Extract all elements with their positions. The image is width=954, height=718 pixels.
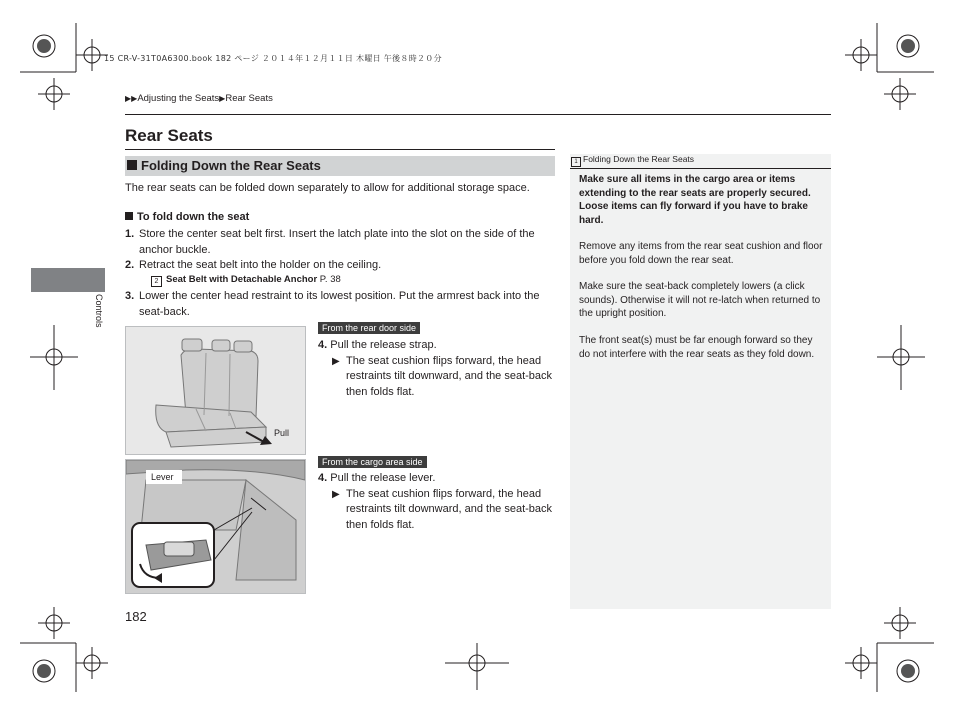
result-text: The seat cushion flips forward, the head restraints tilt downward, and the seat-back then folds flat. — [346, 354, 553, 398]
breadcrumb-separator: ▶ — [219, 94, 226, 103]
breadcrumb-arrows: ▶▶ — [125, 94, 138, 103]
reference-arrow-icon: 2 — [151, 276, 162, 287]
top-rule — [125, 114, 831, 115]
section-intro: The rear seats can be folded down separately to allow for additional storage space. — [125, 182, 530, 194]
notes-heading-text: Folding Down the Rear Seats — [583, 154, 695, 164]
chapter-tab — [31, 268, 105, 292]
option-tag-cargo-area: From the cargo area side — [318, 456, 427, 468]
cross-reference-link[interactable] — [151, 274, 341, 287]
step-number: 3. — [125, 290, 135, 302]
step-number: 4. — [318, 472, 328, 484]
breadcrumb-current: Rear Seats — [225, 93, 273, 104]
result-text: The seat cushion flips forward, the head restraints tilt downward, and the seat-back then folds flat. — [346, 487, 553, 531]
step-text: Lower the center head restraint to its lowest position. Put the armrest back into the seat-back. — [139, 290, 540, 318]
notes-heading — [570, 154, 831, 169]
rear-seat-drawing — [126, 327, 305, 454]
step-number: 4. — [318, 339, 328, 351]
result-arrow-icon: ▶ — [332, 488, 340, 500]
step-text: Retract the seat belt into the holder on the ceiling. — [139, 259, 382, 271]
section-square-icon — [127, 160, 137, 170]
step-1 — [125, 227, 557, 258]
option-b-step — [318, 471, 555, 533]
pull-callout: Pull — [274, 428, 290, 438]
step-text: Store the center seat belt first. Insert the latch plate into the slot on the side of the anchor buckle. — [139, 228, 535, 256]
step-2 — [125, 258, 557, 274]
file-header: 15 CR-V-31T0A6300.book 182 ページ ２０１４年１２月１１日 木曜日 午後８時２０分 — [104, 54, 442, 63]
square-bullet-icon — [125, 212, 133, 220]
section-heading: Folding Down the Rear Seats — [141, 158, 321, 173]
notes-paragraph: Make sure the seat-back completely lowers (a click sounds). Otherwise it will not re-latch when returned to the upright position. — [579, 281, 821, 319]
notes-warning: Make sure all items in the cargo area or items extending to the rear seats are properly secured. Loose items can fly forward if you have to brake hard. — [579, 174, 811, 226]
page-number: 182 — [125, 609, 147, 624]
step-number: 1. — [125, 228, 135, 240]
breadcrumb-parent-link[interactable]: Adjusting the Seats — [137, 93, 220, 104]
cargo-area-drawing — [126, 460, 305, 593]
rear-seat-illustration — [125, 326, 306, 455]
procedure-heading — [125, 211, 249, 223]
cargo-area-illustration — [125, 459, 306, 594]
step-3 — [125, 289, 557, 320]
note-ref-icon: 1 — [571, 157, 581, 167]
step-number: 2. — [125, 259, 135, 271]
reference-label: Seat Belt with Detachable Anchor — [166, 274, 318, 285]
reference-page: P. 38 — [319, 274, 341, 285]
notes-paragraph: The front seat(s) must be far enough forward so they do not interfere with the rear seats as they fold down. — [579, 335, 815, 360]
step-result — [332, 354, 555, 401]
option-tag-rear-door: From the rear door side — [318, 322, 420, 334]
result-arrow-icon: ▶ — [332, 355, 340, 367]
step-action: Pull the release lever. — [330, 472, 436, 484]
page-title: Rear Seats — [125, 126, 213, 145]
title-rule — [125, 149, 555, 150]
lever-callout: Lever — [151, 472, 174, 482]
step-action: Pull the release strap. — [330, 339, 437, 351]
chapter-label: Controls — [94, 294, 104, 328]
option-a-step — [318, 338, 555, 400]
section-heading-bar — [125, 156, 555, 176]
notes-paragraph: Remove any items from the rear seat cushion and floor before you fold down the rear seat. — [579, 241, 823, 266]
procedure-heading-text: To fold down the seat — [137, 211, 250, 223]
step-result — [332, 487, 555, 534]
breadcrumb — [125, 93, 273, 104]
